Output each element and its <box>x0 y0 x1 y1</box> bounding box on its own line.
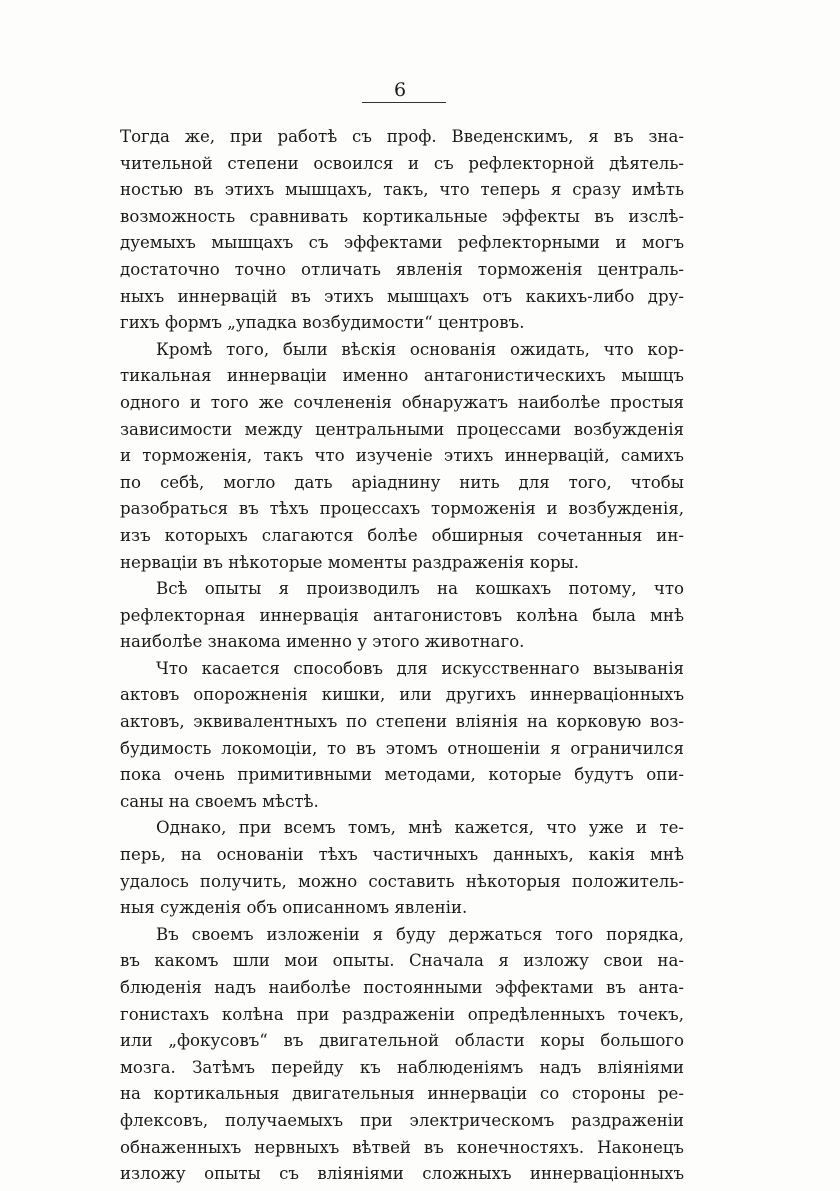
text-line: флексовъ, получаемыхъ при электрическомъ раздраженіи <box>120 1110 684 1130</box>
text-line: мозга. Затѣмъ перейду къ наблюденіямъ надъ вліяніями <box>120 1057 684 1077</box>
text-line: актовъ, эквивалентныхъ по степени вліянія на корковую воз- <box>120 712 684 732</box>
text-line: по себѣ, могло дать аріаднину нить для того, чтобы <box>120 472 684 492</box>
text-line: обнаженныхъ нервныхъ вѣтвей въ конечностяхъ. Наконецъ <box>120 1137 684 1157</box>
text-line: возможность сравнивать кортикальные эффекты въ изслѣ- <box>120 206 684 226</box>
text-line: удалось получить, можно составить нѣкоторыя положитель- <box>120 871 684 891</box>
text-line: чительной степени освоился и съ рефлекторной дѣятель- <box>120 153 684 173</box>
text-line: рефлекторная иннервація антагонистовъ колѣна была мнѣ <box>120 605 684 625</box>
text-line: блюденія надъ наиболѣе постоянными эффектами въ анта- <box>120 978 684 997</box>
text-line: перь, на основаніи тѣхъ частичныхъ данныхъ, какія мнѣ <box>120 845 684 865</box>
text-line: достаточно точно отличать явленія торможенія централь- <box>120 259 684 279</box>
text-line: Всѣ опыты я производилъ на кошкахъ потому, что <box>156 579 684 599</box>
text-line: пока очень примитивными методами, которые будутъ опи- <box>120 765 684 785</box>
text-line: изложу опыты съ вліяніями сложныхъ иннерваціонныхъ <box>120 1164 684 1184</box>
text-line: дуемыхъ мышцахъ съ эффектами рефлекторными и могъ <box>120 233 684 253</box>
body-text <box>120 124 684 1188</box>
text-line: Тогда же, при работѣ съ проф. Введенскимъ, я въ зна- <box>120 127 684 146</box>
text-line: актовъ опорожненія кишки, или другихъ иннерваціонныхъ <box>120 685 684 705</box>
text-line: тикальная иннерваціи именно антагонистическихъ мышцъ <box>120 366 684 386</box>
text-line: на кортикальныя двигательныя иннерваціи со стороны ре- <box>120 1084 684 1104</box>
text-line: гонистахъ колѣна при раздраженіи опредѣленныхъ точекъ, <box>120 1004 684 1024</box>
text-line: будимость локомоціи, то въ этомъ отношеніи я ограничился <box>120 738 684 758</box>
text-line: и торможенія, такъ что изученіе этихъ иннервацій, самихъ <box>120 446 684 466</box>
text-line: гихъ формъ „упадка возбудимости“ центровъ. <box>120 313 525 333</box>
text-line: или „фокусовъ“ въ двигательной области коры большого <box>120 1031 684 1051</box>
text-line: ностью въ этихъ мышцахъ, такъ, что теперь я сразу имѣть <box>120 180 684 200</box>
text-line: одного и того же сочлененія обнаружатъ наиболѣе простыя <box>120 392 684 412</box>
text-line: ныя сужденія объ описанномъ явленіи. <box>120 898 468 918</box>
header-rule <box>362 102 446 103</box>
page-number: 6 <box>393 79 407 101</box>
text-line: Однако, при всемъ томъ, мнѣ кажется, что уже и те- <box>156 818 684 838</box>
text-line: разобраться въ тѣхъ процессахъ торможенія и возбужденія, <box>120 499 684 519</box>
text-line: нерваціи въ нѣкоторые моменты раздраженія коры. <box>120 552 580 572</box>
text-line: зависимости между центральными процессами возбужденія <box>120 419 684 439</box>
text-line: Что касается способовъ для искусственнаго вызыванія <box>156 658 684 678</box>
text-line: саны на своемъ мѣстѣ. <box>120 791 319 811</box>
text-line: Въ своемъ изложеніи я буду держаться того порядка, <box>156 924 684 944</box>
text-line: наиболѣе знакома именно у этого животнаго. <box>120 632 525 652</box>
text-line: Кромѣ того, были вѣскія основанія ожидать, что кор- <box>156 339 684 359</box>
text-line: изъ которыхъ слагаются болѣе обширныя сочетанныя ин- <box>120 525 684 545</box>
text-line: въ какомъ шли мои опыты. Сначала я изложу свои на- <box>120 951 684 971</box>
text-line: ныхъ иннервацій въ этихъ мышцахъ отъ какихъ-либо дру- <box>120 286 684 306</box>
